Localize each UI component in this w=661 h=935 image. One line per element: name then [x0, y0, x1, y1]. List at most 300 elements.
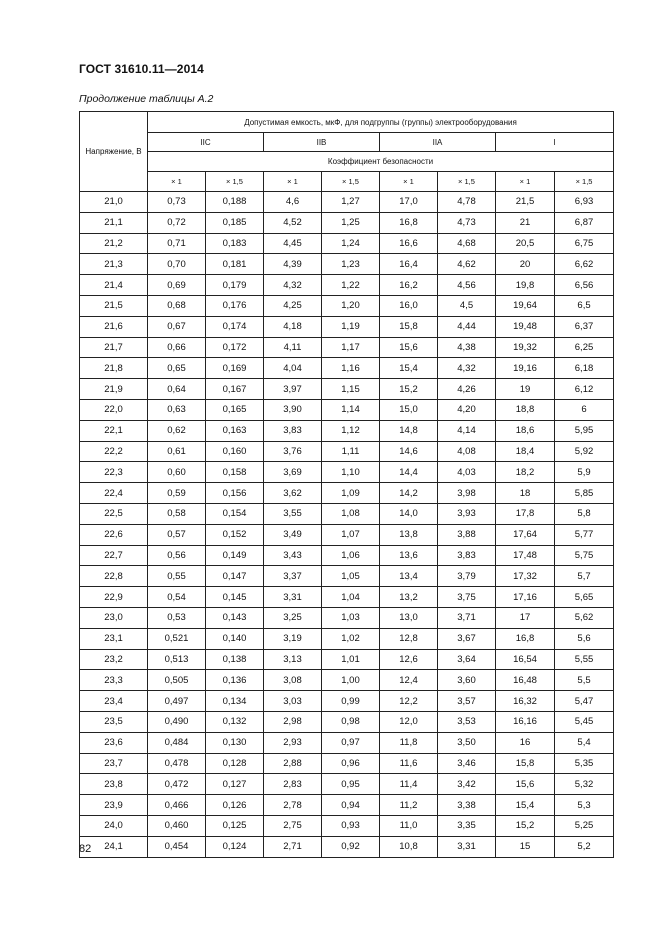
capacity-cell: 0,126	[206, 795, 264, 816]
capacity-cell: 5,92	[555, 441, 614, 462]
capacity-cell: 0,72	[148, 212, 206, 233]
capacity-cell: 6,37	[555, 316, 614, 337]
table-row	[80, 753, 614, 774]
capacity-cell: 3,83	[438, 545, 496, 566]
capacity-cell: 0,174	[206, 316, 264, 337]
capacity-cell: 18	[496, 483, 555, 504]
capacity-header: Допустимая емкость, мкФ, для подгруппы (группы) электрооборудования	[148, 112, 614, 133]
capacity-cell: 5,3	[555, 795, 614, 816]
table-row	[80, 192, 614, 213]
capacity-cell: 16,6	[380, 233, 438, 254]
table-row	[80, 795, 614, 816]
voltage-cell: 21,9	[80, 379, 148, 400]
voltage-cell: 21,0	[80, 192, 148, 213]
table-row	[80, 358, 614, 379]
capacity-cell: 0,93	[322, 815, 380, 836]
capacity-cell: 10,8	[380, 836, 438, 857]
capacity-cell: 0,143	[206, 607, 264, 628]
capacity-cell: 0,460	[148, 815, 206, 836]
capacity-cell: 2,71	[264, 836, 322, 857]
capacity-cell: 0,138	[206, 649, 264, 670]
capacity-cell: 0,96	[322, 753, 380, 774]
capacity-cell: 15,8	[380, 316, 438, 337]
capacity-cell: 4,04	[264, 358, 322, 379]
voltage-cell: 23,9	[80, 795, 148, 816]
factor-header: × 1	[264, 172, 322, 192]
capacity-cell: 5,95	[555, 420, 614, 441]
capacity-cell: 3,62	[264, 483, 322, 504]
capacity-cell: 11,4	[380, 774, 438, 795]
capacity-cell: 15,4	[380, 358, 438, 379]
capacity-cell: 0,53	[148, 607, 206, 628]
capacity-cell: 5,4	[555, 732, 614, 753]
capacity-cell: 0,55	[148, 566, 206, 587]
table-row	[80, 399, 614, 420]
capacity-cell: 12,6	[380, 649, 438, 670]
table-row	[80, 566, 614, 587]
capacity-cell: 2,98	[264, 711, 322, 732]
capacity-cell: 4,78	[438, 192, 496, 213]
table-row	[80, 275, 614, 296]
capacity-cell: 16,8	[496, 628, 555, 649]
capacity-cell: 3,90	[264, 399, 322, 420]
voltage-cell: 23,2	[80, 649, 148, 670]
capacity-cell: 3,25	[264, 607, 322, 628]
voltage-cell: 22,4	[80, 483, 148, 504]
capacity-cell: 19,32	[496, 337, 555, 358]
capacity-cell: 3,57	[438, 691, 496, 712]
capacity-cell: 3,69	[264, 462, 322, 483]
table-row	[80, 628, 614, 649]
capacity-cell: 1,08	[322, 503, 380, 524]
capacity-cell: 0,160	[206, 441, 264, 462]
capacity-cell: 0,124	[206, 836, 264, 857]
capacity-cell: 3,37	[264, 566, 322, 587]
capacity-cell: 0,147	[206, 566, 264, 587]
voltage-cell: 21,1	[80, 212, 148, 233]
capacity-cell: 5,32	[555, 774, 614, 795]
capacity-cell: 0,60	[148, 462, 206, 483]
capacitance-table	[79, 111, 614, 858]
capacity-cell: 0,95	[322, 774, 380, 795]
capacity-cell: 4,03	[438, 462, 496, 483]
capacity-cell: 0,59	[148, 483, 206, 504]
capacity-cell: 3,35	[438, 815, 496, 836]
capacity-cell: 3,31	[438, 836, 496, 857]
voltage-cell: 22,2	[80, 441, 148, 462]
factor-header: × 1	[148, 172, 206, 192]
capacity-cell: 2,78	[264, 795, 322, 816]
voltage-cell: 23,7	[80, 753, 148, 774]
capacity-cell: 3,98	[438, 483, 496, 504]
capacity-cell: 0,497	[148, 691, 206, 712]
capacity-cell: 15	[496, 836, 555, 857]
factor-header: × 1,5	[555, 172, 614, 192]
capacity-cell: 15,6	[380, 337, 438, 358]
capacity-cell: 6,75	[555, 233, 614, 254]
capacity-cell: 4,73	[438, 212, 496, 233]
capacity-cell: 2,88	[264, 753, 322, 774]
capacity-cell: 1,25	[322, 212, 380, 233]
factor-header: × 1,5	[438, 172, 496, 192]
voltage-cell: 21,5	[80, 295, 148, 316]
voltage-cell: 23,0	[80, 607, 148, 628]
capacity-cell: 0,156	[206, 483, 264, 504]
capacity-cell: 0,132	[206, 711, 264, 732]
capacity-cell: 1,09	[322, 483, 380, 504]
capacity-cell: 11,6	[380, 753, 438, 774]
capacity-cell: 1,10	[322, 462, 380, 483]
capacity-cell: 0,134	[206, 691, 264, 712]
capacity-cell: 16,48	[496, 670, 555, 691]
capacity-cell: 16	[496, 732, 555, 753]
capacity-cell: 13,8	[380, 524, 438, 545]
capacity-cell: 0,64	[148, 379, 206, 400]
capacity-cell: 4,6	[264, 192, 322, 213]
capacity-cell: 5,6	[555, 628, 614, 649]
capacity-cell: 0,185	[206, 212, 264, 233]
capacity-cell: 0,521	[148, 628, 206, 649]
capacity-cell: 13,6	[380, 545, 438, 566]
capacity-cell: 0,65	[148, 358, 206, 379]
capacity-cell: 3,50	[438, 732, 496, 753]
voltage-cell: 24,1	[80, 836, 148, 857]
voltage-cell: 22,8	[80, 566, 148, 587]
capacity-cell: 3,64	[438, 649, 496, 670]
capacity-cell: 15,2	[380, 379, 438, 400]
capacity-cell: 3,38	[438, 795, 496, 816]
capacity-cell: 1,24	[322, 233, 380, 254]
capacity-cell: 6,62	[555, 254, 614, 275]
voltage-cell: 21,4	[80, 275, 148, 296]
voltage-cell: 23,4	[80, 691, 148, 712]
capacity-cell: 4,18	[264, 316, 322, 337]
capacity-cell: 5,7	[555, 566, 614, 587]
capacity-cell: 0,56	[148, 545, 206, 566]
capacity-cell: 4,14	[438, 420, 496, 441]
capacity-cell: 14,4	[380, 462, 438, 483]
document-title: ГОСТ 31610.11—2014	[79, 62, 204, 76]
capacity-cell: 16,2	[380, 275, 438, 296]
voltage-cell: 23,5	[80, 711, 148, 732]
capacity-cell: 1,05	[322, 566, 380, 587]
voltage-cell: 23,8	[80, 774, 148, 795]
capacity-cell: 1,07	[322, 524, 380, 545]
factor-header: × 1	[496, 172, 555, 192]
capacity-cell: 6,87	[555, 212, 614, 233]
capacity-cell: 17,0	[380, 192, 438, 213]
voltage-cell: 22,1	[80, 420, 148, 441]
capacity-cell: 1,00	[322, 670, 380, 691]
table-row	[80, 815, 614, 836]
voltage-cell: 24,0	[80, 815, 148, 836]
voltage-cell: 22,9	[80, 587, 148, 608]
capacity-cell: 4,38	[438, 337, 496, 358]
capacity-cell: 19	[496, 379, 555, 400]
capacity-cell: 0,69	[148, 275, 206, 296]
capacity-cell: 0,58	[148, 503, 206, 524]
capacity-cell: 5,77	[555, 524, 614, 545]
voltage-cell: 22,6	[80, 524, 148, 545]
capacity-cell: 17,48	[496, 545, 555, 566]
voltage-cell: 22,3	[80, 462, 148, 483]
capacity-cell: 17,64	[496, 524, 555, 545]
group-header-i: I	[496, 133, 614, 152]
capacity-cell: 0,98	[322, 711, 380, 732]
table-row	[80, 483, 614, 504]
capacity-cell: 0,163	[206, 420, 264, 441]
capacity-cell: 1,03	[322, 607, 380, 628]
capacity-cell: 0,472	[148, 774, 206, 795]
capacity-cell: 6,5	[555, 295, 614, 316]
capacity-cell: 21	[496, 212, 555, 233]
capacity-cell: 0,92	[322, 836, 380, 857]
voltage-cell: 22,5	[80, 503, 148, 524]
voltage-column-header: Напряжение, В	[80, 112, 148, 192]
capacity-cell: 0,169	[206, 358, 264, 379]
capacity-cell: 4,56	[438, 275, 496, 296]
table-row	[80, 587, 614, 608]
voltage-cell: 23,6	[80, 732, 148, 753]
capacity-cell: 2,83	[264, 774, 322, 795]
capacity-cell: 4,52	[264, 212, 322, 233]
capacity-cell: 20	[496, 254, 555, 275]
capacity-cell: 1,15	[322, 379, 380, 400]
capacity-cell: 0,128	[206, 753, 264, 774]
capacity-cell: 4,45	[264, 233, 322, 254]
capacity-cell: 3,75	[438, 587, 496, 608]
capacity-cell: 16,32	[496, 691, 555, 712]
capacity-cell: 0,136	[206, 670, 264, 691]
table-row	[80, 836, 614, 857]
safety-factor-header: Коэффициент безопасности	[148, 152, 614, 172]
voltage-cell: 21,6	[80, 316, 148, 337]
capacity-cell: 1,27	[322, 192, 380, 213]
capacity-cell: 1,14	[322, 399, 380, 420]
capacity-cell: 15,8	[496, 753, 555, 774]
table-row	[80, 316, 614, 337]
capacity-cell: 0,57	[148, 524, 206, 545]
capacity-cell: 0,172	[206, 337, 264, 358]
capacity-cell: 4,68	[438, 233, 496, 254]
capacity-cell: 0,130	[206, 732, 264, 753]
capacity-cell: 5,5	[555, 670, 614, 691]
voltage-cell: 22,0	[80, 399, 148, 420]
capacity-cell: 18,8	[496, 399, 555, 420]
capacity-cell: 3,46	[438, 753, 496, 774]
page-number: 82	[79, 843, 92, 855]
capacity-cell: 0,73	[148, 192, 206, 213]
capacity-cell: 16,16	[496, 711, 555, 732]
capacity-cell: 0,466	[148, 795, 206, 816]
table-row	[80, 607, 614, 628]
voltage-cell: 21,8	[80, 358, 148, 379]
table-row	[80, 545, 614, 566]
capacity-cell: 0,63	[148, 399, 206, 420]
capacity-cell: 17,32	[496, 566, 555, 587]
table-body	[80, 192, 614, 858]
capacity-cell: 11,8	[380, 732, 438, 753]
capacity-cell: 5,65	[555, 587, 614, 608]
capacity-cell: 6,56	[555, 275, 614, 296]
capacity-cell: 1,22	[322, 275, 380, 296]
capacity-cell: 1,12	[322, 420, 380, 441]
capacity-cell: 0,154	[206, 503, 264, 524]
capacity-cell: 6,25	[555, 337, 614, 358]
capacity-cell: 18,4	[496, 441, 555, 462]
table-row	[80, 524, 614, 545]
capacity-cell: 0,140	[206, 628, 264, 649]
capacity-cell: 3,71	[438, 607, 496, 628]
capacity-cell: 14,2	[380, 483, 438, 504]
capacity-cell: 12,2	[380, 691, 438, 712]
voltage-cell: 23,3	[80, 670, 148, 691]
table-row	[80, 649, 614, 670]
capacity-cell: 5,55	[555, 649, 614, 670]
capacity-cell: 2,75	[264, 815, 322, 836]
voltage-cell: 21,3	[80, 254, 148, 275]
capacity-cell: 3,03	[264, 691, 322, 712]
capacity-cell: 13,4	[380, 566, 438, 587]
capacity-cell: 4,26	[438, 379, 496, 400]
capacity-cell: 0,505	[148, 670, 206, 691]
capacity-cell: 19,64	[496, 295, 555, 316]
group-header-iic: IIC	[148, 133, 264, 152]
capacity-cell: 0,54	[148, 587, 206, 608]
capacity-cell: 5,75	[555, 545, 614, 566]
capacity-cell: 14,0	[380, 503, 438, 524]
table-row	[80, 503, 614, 524]
capacity-cell: 0,167	[206, 379, 264, 400]
capacity-cell: 3,93	[438, 503, 496, 524]
capacity-cell: 17,8	[496, 503, 555, 524]
table-row	[80, 732, 614, 753]
capacity-cell: 5,47	[555, 691, 614, 712]
table-caption: Продолжение таблицы А.2	[79, 93, 214, 105]
capacity-cell: 11,0	[380, 815, 438, 836]
capacity-cell: 0,484	[148, 732, 206, 753]
capacity-cell: 18,2	[496, 462, 555, 483]
capacity-cell: 3,19	[264, 628, 322, 649]
capacity-cell: 18,6	[496, 420, 555, 441]
table-row	[80, 379, 614, 400]
capacity-cell: 1,11	[322, 441, 380, 462]
capacity-cell: 0,179	[206, 275, 264, 296]
capacity-cell: 5,85	[555, 483, 614, 504]
capacity-cell: 4,5	[438, 295, 496, 316]
voltage-cell: 22,7	[80, 545, 148, 566]
table-row	[80, 774, 614, 795]
capacity-cell: 1,20	[322, 295, 380, 316]
capacity-cell: 3,42	[438, 774, 496, 795]
capacity-cell: 15,6	[496, 774, 555, 795]
capacity-cell: 13,2	[380, 587, 438, 608]
capacity-cell: 0,67	[148, 316, 206, 337]
capacity-cell: 3,88	[438, 524, 496, 545]
capacity-cell: 0,71	[148, 233, 206, 254]
capacity-cell: 3,83	[264, 420, 322, 441]
capacity-cell: 2,93	[264, 732, 322, 753]
capacity-cell: 16,4	[380, 254, 438, 275]
capacity-cell: 0,478	[148, 753, 206, 774]
table-row	[80, 212, 614, 233]
capacity-cell: 0,149	[206, 545, 264, 566]
table-row	[80, 295, 614, 316]
capacity-cell: 5,62	[555, 607, 614, 628]
factor-header: × 1	[380, 172, 438, 192]
capacity-cell: 5,25	[555, 815, 614, 836]
capacity-cell: 5,8	[555, 503, 614, 524]
capacity-cell: 17,16	[496, 587, 555, 608]
capacity-cell: 11,2	[380, 795, 438, 816]
capacity-cell: 1,01	[322, 649, 380, 670]
capacity-cell: 0,188	[206, 192, 264, 213]
capacity-cell: 3,79	[438, 566, 496, 587]
table-row	[80, 420, 614, 441]
capacity-cell: 12,0	[380, 711, 438, 732]
factor-header: × 1,5	[322, 172, 380, 192]
capacity-cell: 19,48	[496, 316, 555, 337]
table-row	[80, 462, 614, 483]
voltage-cell: 21,2	[80, 233, 148, 254]
capacity-cell: 3,13	[264, 649, 322, 670]
capacity-cell: 3,97	[264, 379, 322, 400]
table-row	[80, 254, 614, 275]
capacity-cell: 1,06	[322, 545, 380, 566]
capacity-cell: 3,49	[264, 524, 322, 545]
capacity-cell: 16,54	[496, 649, 555, 670]
capacity-cell: 3,60	[438, 670, 496, 691]
capacity-cell: 1,17	[322, 337, 380, 358]
capacity-cell: 3,31	[264, 587, 322, 608]
table-row	[80, 691, 614, 712]
factor-header: × 1,5	[206, 172, 264, 192]
capacity-cell: 3,76	[264, 441, 322, 462]
capacity-cell: 1,19	[322, 316, 380, 337]
capacity-cell: 0,183	[206, 233, 264, 254]
capacity-cell: 19,16	[496, 358, 555, 379]
capacity-cell: 6,18	[555, 358, 614, 379]
capacity-cell: 16,8	[380, 212, 438, 233]
capacity-cell: 4,11	[264, 337, 322, 358]
capacity-cell: 3,43	[264, 545, 322, 566]
capacity-cell: 19,8	[496, 275, 555, 296]
voltage-cell: 21,7	[80, 337, 148, 358]
capacity-cell: 4,25	[264, 295, 322, 316]
capacity-cell: 21,5	[496, 192, 555, 213]
capacity-cell: 6	[555, 399, 614, 420]
capacity-cell: 12,8	[380, 628, 438, 649]
capacity-cell: 0,61	[148, 441, 206, 462]
capacity-cell: 1,23	[322, 254, 380, 275]
capacity-cell: 1,02	[322, 628, 380, 649]
capacity-cell: 0,158	[206, 462, 264, 483]
capacity-cell: 0,490	[148, 711, 206, 732]
capacity-cell: 4,39	[264, 254, 322, 275]
capacity-cell: 20,5	[496, 233, 555, 254]
capacity-cell: 5,9	[555, 462, 614, 483]
capacity-cell: 1,04	[322, 587, 380, 608]
capacity-cell: 13,0	[380, 607, 438, 628]
capacity-cell: 1,16	[322, 358, 380, 379]
capacity-cell: 0,127	[206, 774, 264, 795]
capacity-cell: 4,32	[438, 358, 496, 379]
table-row	[80, 441, 614, 462]
capacity-cell: 17	[496, 607, 555, 628]
capacity-cell: 0,62	[148, 420, 206, 441]
capacity-cell: 4,62	[438, 254, 496, 275]
capacity-cell: 15,2	[496, 815, 555, 836]
